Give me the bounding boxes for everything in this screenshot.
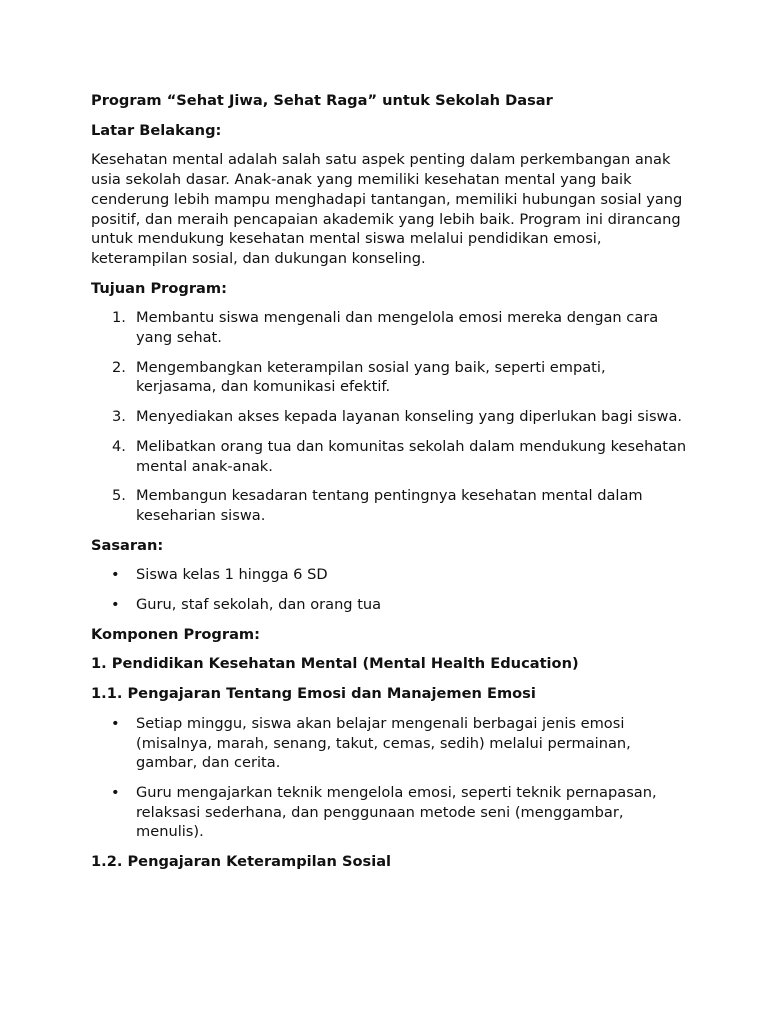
goal-item bbox=[112, 407, 688, 427]
bullet-icon: • bbox=[111, 566, 120, 584]
section-1-1-item bbox=[111, 783, 688, 842]
background-heading: Latar Belakang: bbox=[91, 121, 222, 139]
goal-item bbox=[112, 437, 688, 476]
target-item bbox=[111, 595, 688, 615]
goal-text: Menyediakan akses kepada layanan konseling yang diperlukan bagi siswa. bbox=[136, 408, 683, 426]
section-1-heading: 1. Pendidikan Kesehatan Mental (Mental Health Education) bbox=[91, 655, 579, 673]
components-heading: Komponen Program: bbox=[91, 625, 260, 643]
document-title: Program “Sehat Jiwa, Sehat Raga” untuk Sekolah Dasar bbox=[91, 92, 553, 109]
goal-number: 5. bbox=[112, 487, 126, 505]
goal-item bbox=[112, 358, 688, 397]
section-1-1-list bbox=[91, 714, 688, 842]
goal-text: Membangun kesadaran tentang pentingnya kesehatan mental dalam keseharian siswa. bbox=[136, 487, 643, 524]
goal-number: 4. bbox=[112, 437, 126, 455]
goal-text: Mengembangkan keterampilan sosial yang baik, seperti empati, kerjasama, dan komunikasi efektif. bbox=[136, 358, 606, 396]
target-text: Siswa kelas 1 hingga 6 SD bbox=[136, 566, 328, 584]
section-1-1-text: Setiap minggu, siswa akan belajar mengenali berbagai jenis emosi (misalnya, marah, senang, takut, cemas, sedih) melalui permainan, gambar, dan cerita. bbox=[136, 714, 631, 772]
goal-item bbox=[112, 308, 688, 347]
goal-item bbox=[112, 486, 688, 525]
goal-number: 2. bbox=[112, 358, 126, 376]
target-item bbox=[111, 565, 688, 585]
section-1-1-item bbox=[111, 714, 688, 773]
background-paragraph: Kesehatan mental adalah salah satu aspek penting dalam perkembangan anak usia sekolah dasar. Anak-anak yang memiliki kesehatan mental yang baik cenderung lebih mampu menghadapi tantangan, memiliki hubungan sosial yang positif, dan meraih pencapaian akademik yang lebih baik. Program ini dirancang untuk mendukung kesehatan mental siswa melalui pendidikan emosi, keterampilan sosial, dan dukungan konseling. bbox=[91, 151, 683, 267]
section-1-2-heading: 1.2. Pengajaran Keterampilan Sosial bbox=[91, 853, 392, 871]
target-list bbox=[91, 565, 688, 614]
goal-number: 3. bbox=[112, 408, 126, 426]
section-1-1-heading: 1.1. Pengajaran Tentang Emosi dan Manajemen Emosi bbox=[91, 685, 536, 703]
goal-number: 1. bbox=[112, 309, 126, 327]
goal-text: Melibatkan orang tua dan komunitas sekolah dalam mendukung kesehatan mental anak-anak. bbox=[136, 437, 687, 475]
goals-list bbox=[91, 308, 688, 525]
goals-heading: Tujuan Program: bbox=[91, 279, 227, 297]
target-text: Guru, staf sekolah, dan orang tua bbox=[136, 596, 382, 614]
target-heading: Sasaran: bbox=[91, 536, 164, 554]
section-1-1-text: Guru mengajarkan teknik mengelola emosi, seperti teknik pernapasan, relaksasi sederhana, dan penggunaan metode seni (menggambar, menulis). bbox=[136, 783, 657, 841]
bullet-icon: • bbox=[111, 596, 120, 614]
bullet-icon: • bbox=[111, 783, 120, 801]
bullet-icon: • bbox=[111, 714, 120, 732]
goal-text: Membantu siswa mengenali dan mengelola emosi mereka dengan cara yang sehat. bbox=[136, 309, 659, 347]
